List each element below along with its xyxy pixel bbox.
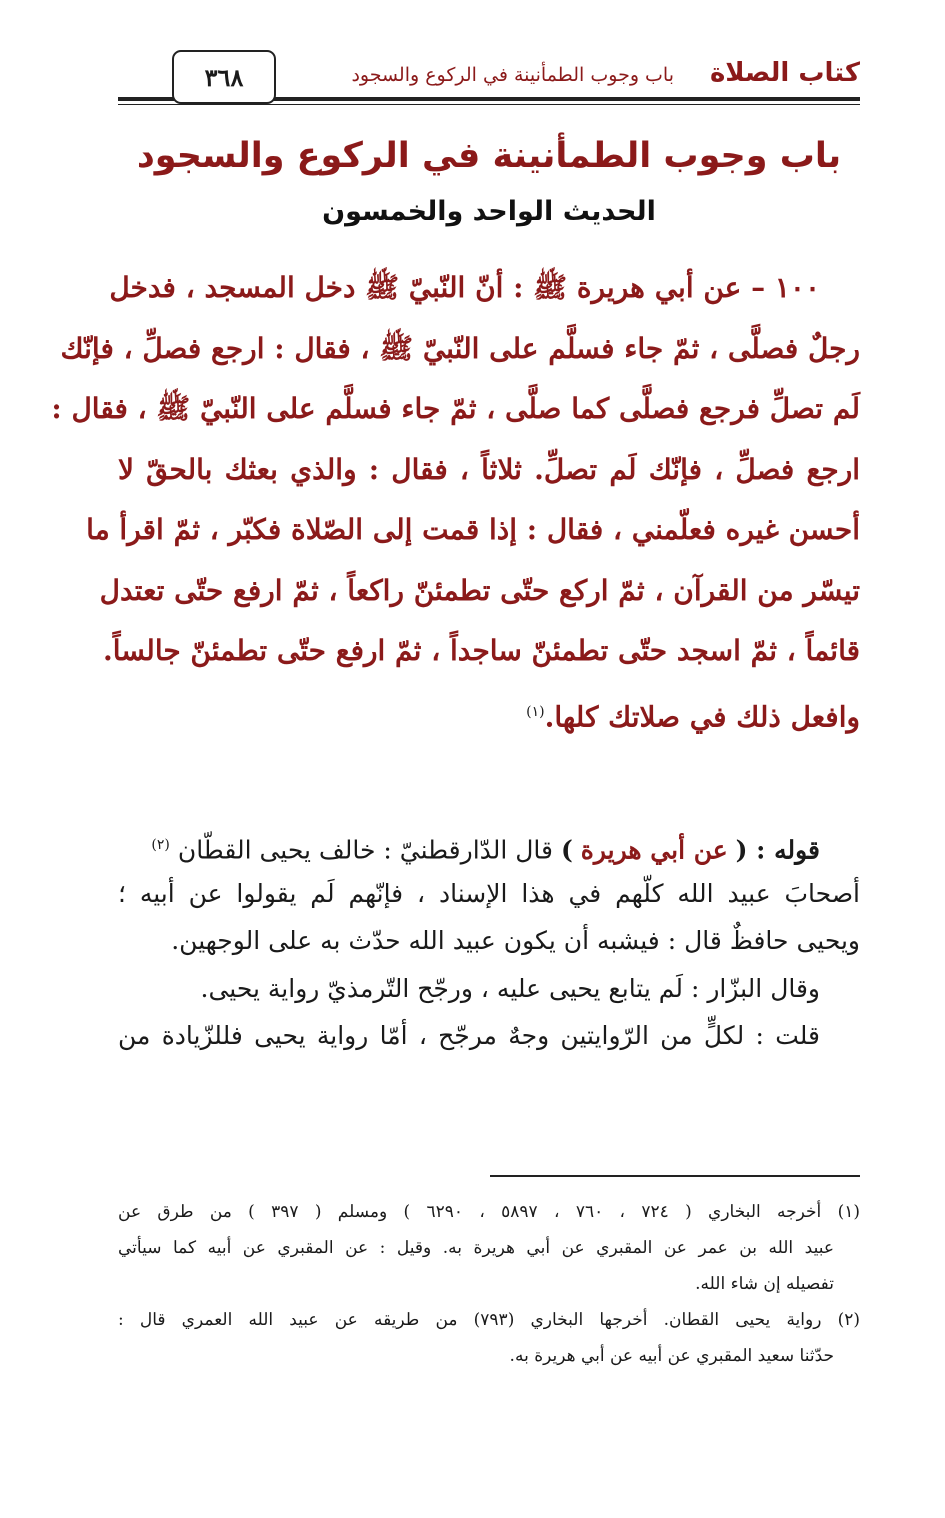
- footnote-line: حدّثنا سعيد المقبري عن أبيه عن أبي هريرة به.: [509, 1346, 834, 1366]
- header-chapter-title: باب وجوب الطمأنينة في الركوع والسجود: [351, 64, 674, 86]
- footnote-1: [118, 1194, 860, 1302]
- footnote-2: [118, 1302, 860, 1374]
- header-book-title: كتاب الصلاة: [709, 58, 860, 88]
- hadith-line: لَم تصلِّ فرجع فصلَّى كما صلَّى ، ثمّ جاء فسلَّم على النّبيّ ﷺ ، فقال :: [51, 392, 860, 425]
- page-number: ٣٦٨: [172, 50, 276, 104]
- hadith-title: الحديث الواحد والخمسون: [322, 196, 656, 227]
- header-rule-thin: [118, 104, 860, 105]
- footnotes: [118, 1194, 860, 1374]
- footnote-ref-2: (٢): [151, 837, 170, 853]
- hadith-line: [118, 682, 860, 743]
- commentary-line: وقال البزّار : لَم يتابع يحيى عليه ، ورجّح التّرمذيّ رواية يحيى.: [200, 973, 820, 1003]
- hadith-line: ارجع فصلِّ ، فإنّك لَم تصلِّ. ثلاثاً ، فقال : والذي بعثك بالحقّ لا: [118, 452, 860, 486]
- qawluh-close: ): [560, 835, 573, 865]
- running-header: [118, 52, 860, 98]
- hadith-line: تيسّر من القرآن ، ثمّ اركع حتّى تطمئنّ راكعاً ، ثمّ ارفع حتّى تعتدل: [99, 573, 860, 607]
- commentary-line: [118, 822, 860, 870]
- commentary: [118, 822, 860, 1060]
- commentary-text: قال الدّارقطنيّ : خالف يحيى القطّان: [177, 835, 553, 865]
- hadith-line: ١٠٠ – عن أبي هريرة ﷺ : أنّ النّبيّ ﷺ دخل المسجد ، فدخل: [109, 271, 820, 304]
- hadith-last-text: وافعل ذلك في صلاتك كلها.: [544, 699, 860, 733]
- footnote-separator: [490, 1175, 860, 1177]
- quoted-phrase: عن أبي هريرة: [580, 835, 728, 865]
- hadith-line: قائماً ، ثمّ اسجد حتّى تطمئنّ ساجداً ، ثمّ ارفع حتّى تطمئنّ جالساً.: [103, 634, 860, 667]
- chapter-title: باب وجوب الطمأنينة في الركوع والسجود: [136, 136, 842, 176]
- footnote-line: (١) أخرجه البخاري ( ٧٢٤ ، ٧٦٠ ، ٥٨٩٧ ، ٦٢٩٠ ) ومسلم ( ٣٩٧ ) من طرق عن: [118, 1202, 860, 1222]
- qawluh-label: قوله : (: [735, 835, 820, 865]
- footnote-line: (٢) رواية يحيى القطان. أخرجها البخاري (٧٩٣) من طريقه عن عبيد الله العمري قال :: [118, 1310, 860, 1330]
- footnote-ref-1: (١): [526, 703, 545, 720]
- footnote-line: تفصيله إن شاء الله.: [695, 1274, 834, 1294]
- hadith-line: رجلٌ فصلَّى ، ثمّ جاء فسلَّم على النّبيّ ﷺ ، فقال : ارجع فصلِّ ، فإنّك: [60, 331, 860, 365]
- commentary-line: ويحيى حافظٌ قال : فيشبه أن يكون عبيد الله حدّث به على الوجهين.: [171, 926, 860, 955]
- footnote-line: عبيد الله بن عمر عن المقبري عن أبي هريرة به. وقيل : عن المقبري عن أبيه كما سيأتي: [118, 1238, 834, 1258]
- hadith-text: [51, 258, 860, 742]
- commentary-line: أصحابَ عبيد الله كلّهم في هذا الإسناد ، فإنّهم لَم يقولوا عن أبيه ؛: [118, 878, 860, 908]
- hadith-line: أحسن غيره فعلّمني ، فقال : إذا قمت إلى الصّلاة فكبّر ، ثمّ اقرأ ما: [86, 513, 860, 546]
- commentary-line: قلت : لكلٍّ من الرّوايتين وجهٌ مرجّح ، أمّا رواية يحيى فللزّيادة من: [118, 1021, 820, 1050]
